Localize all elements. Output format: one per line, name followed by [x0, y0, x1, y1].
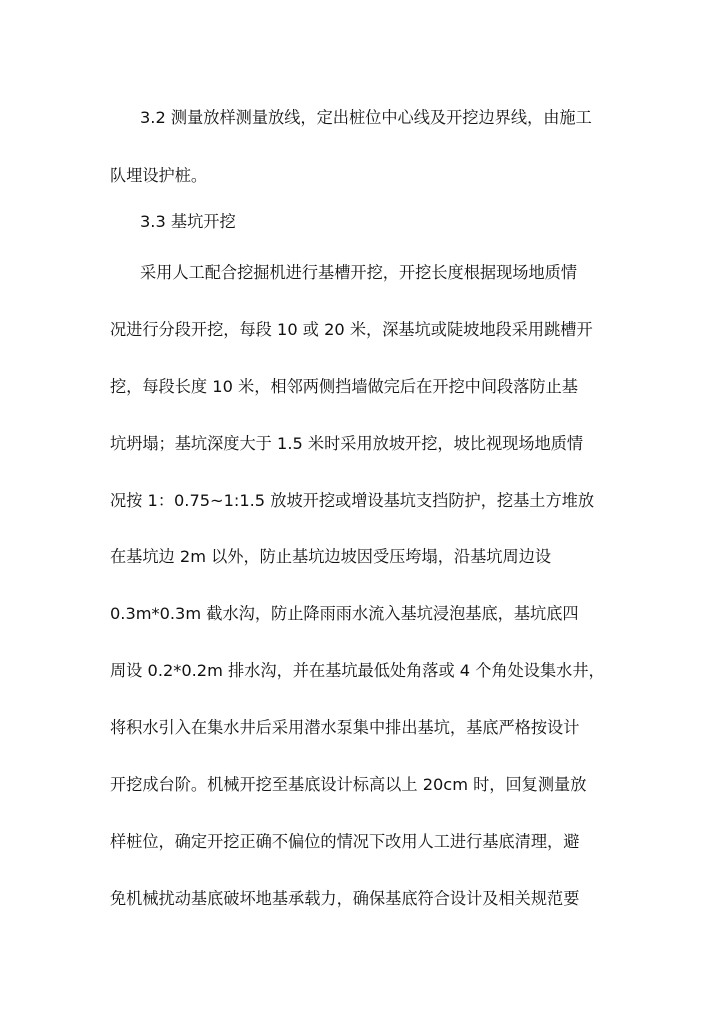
body-line-5: 况按 1：0.75~1:1.5 放坡开挖或增设基坑支挡防护，挖基土方堆放 — [110, 491, 595, 510]
section-heading-3-3: 3.3 基坑开挖 — [140, 212, 236, 231]
body-line-2: 况进行分段开挖，每段 10 或 20 米，深基坑或陡坡地段采用跳槽开 — [110, 320, 593, 339]
body-line-3: 挖，每段长度 10 米，相邻两侧挡墙做完后在开挖中间段落防止基 — [110, 377, 578, 396]
paragraph-3-2-line-2: 队埋设护桩。 — [110, 166, 208, 185]
paragraph-3-2-line-1: 3.2 测量放样测量放线，定出桩位中心线及开挖边界线，由施工 — [140, 108, 592, 127]
body-line-4: 坑坍塌；基坑深度大于 1.5 米时采用放坡开挖，坡比视现场地质情 — [110, 434, 584, 453]
body-line-12: 免机械扰动基底破坏地基承载力，确保基底符合设计及相关规范要 — [110, 889, 580, 908]
body-line-7: 0.3m*0.3m 截水沟，防止降雨雨水流入基坑浸泡基底，基坑底四 — [110, 604, 579, 623]
body-line-1: 采用人工配合挖掘机进行基槽开挖，开挖长度根据现场地质情 — [140, 263, 578, 282]
body-line-8: 周设 0.2*0.2m 排水沟，并在基坑最低处角落或 4 个角处设集水井， — [110, 661, 605, 680]
body-line-6: 在基坑边 2m 以外，防止基坑边坡因受压垮塌，沿基坑周边设 — [110, 547, 552, 566]
body-line-11: 样桩位，确定开挖正确不偏位的情况下改用人工进行基底清理，避 — [110, 832, 580, 851]
body-line-9: 将积水引入在集水井后采用潜水泵集中排出基坑，基底严格按设计 — [110, 718, 580, 737]
body-line-10: 开挖成台阶。机械开挖至基底设计标高以上 20cm 时，回复测量放 — [110, 775, 587, 794]
